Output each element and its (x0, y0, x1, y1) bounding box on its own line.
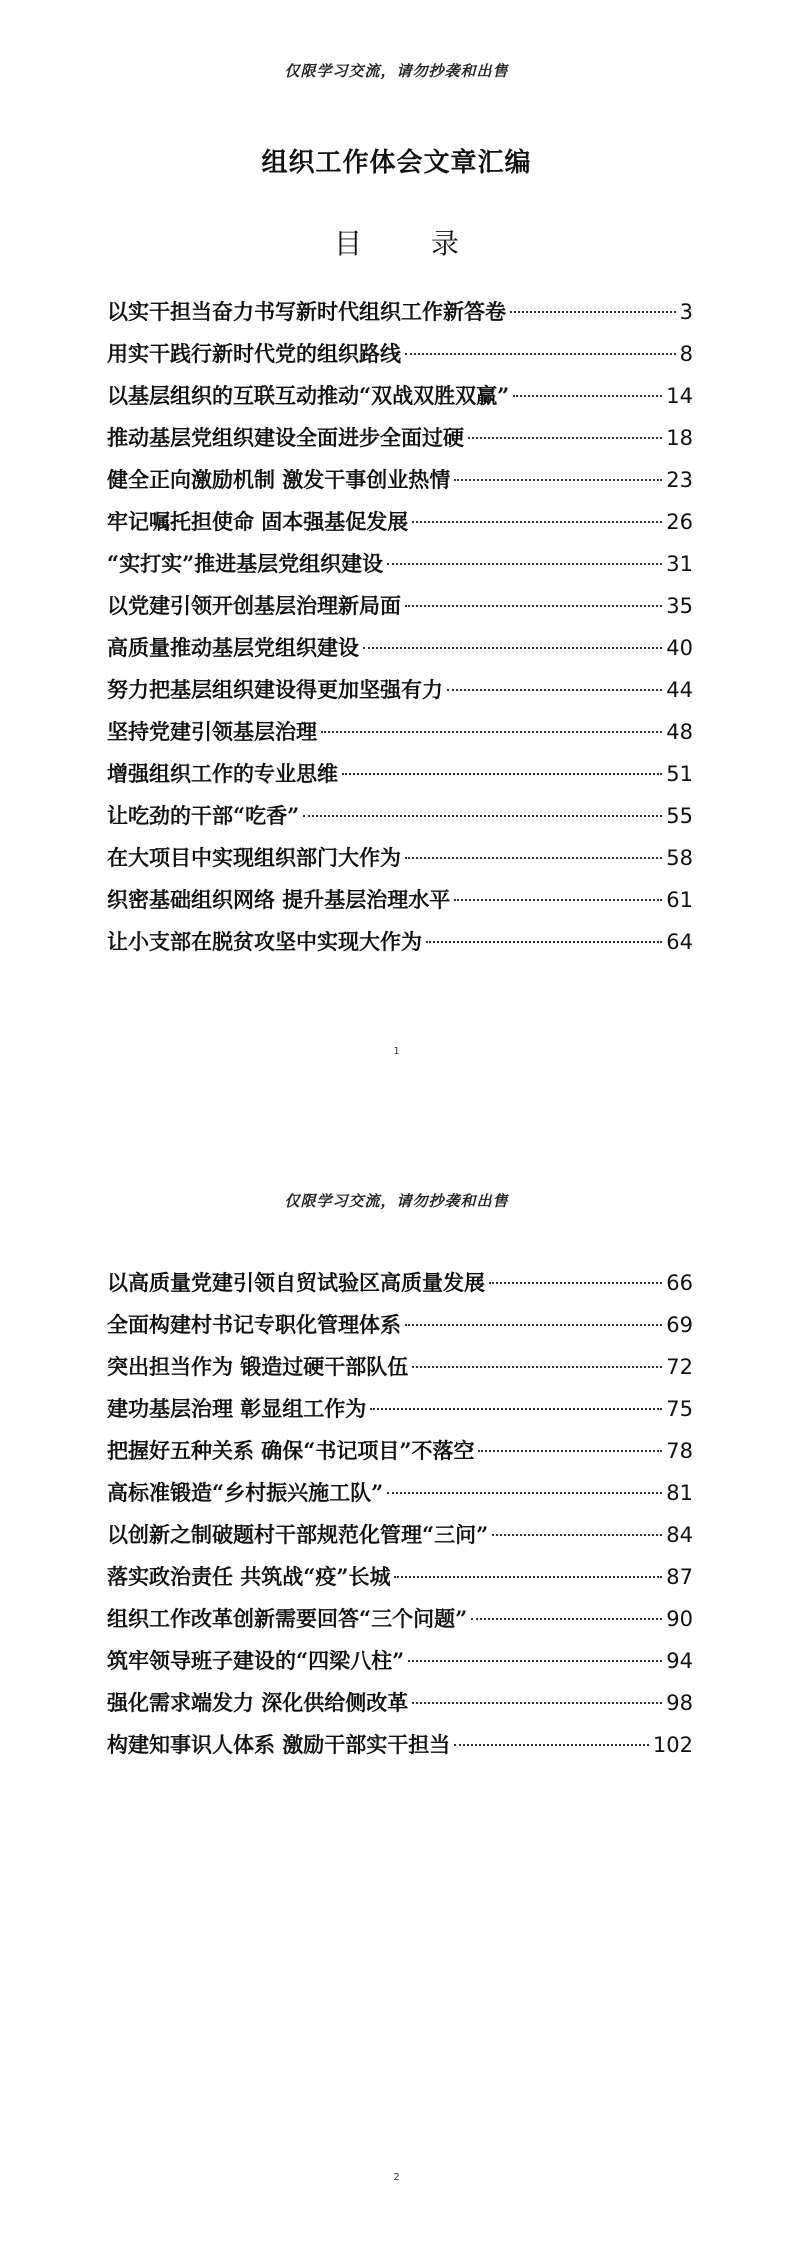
toc-entry-page-number: 8 (679, 342, 693, 366)
page-number: 2 (393, 2172, 400, 2183)
toc-entry-page-number: 44 (666, 678, 693, 702)
dot-leader (394, 1576, 662, 1578)
toc-entry-title: 让小支部在脱贫攻坚中实现大作为 (107, 929, 422, 954)
toc-entry-page-number: 35 (666, 594, 693, 618)
header-notice: 仅限学习交流，请勿抄袭和出售 (284, 62, 509, 80)
dot-leader (342, 773, 662, 775)
toc-entry-title: 把握好五种关系 确保“书记项目”不落空 (107, 1438, 475, 1463)
toc-entry-title: 牢记嘱托担使命 固本强基促发展 (107, 509, 409, 534)
toc-entry-page-number: 31 (666, 552, 693, 576)
toc-entry-page-number: 26 (666, 510, 693, 534)
toc-entry[interactable] (107, 842, 693, 884)
toc-entry-title: 全面构建村书记专职化管理体系 (107, 1312, 401, 1337)
dot-leader (426, 941, 662, 943)
toc-entry-page-number: 75 (666, 1397, 693, 1421)
dot-leader (321, 731, 662, 733)
toc-entry-title: 推动基层党组织建设全面进步全面过硬 (107, 425, 464, 450)
toc-entry[interactable] (107, 1561, 693, 1603)
toc-entry-title: 落实政治责任 共筑战“疫”长城 (107, 1564, 391, 1589)
toc-entry-page-number: 14 (666, 384, 693, 408)
table-of-contents (107, 1267, 693, 1771)
toc-entry-page-number: 18 (666, 426, 693, 450)
toc-entry-page-number: 78 (666, 1439, 693, 1463)
dot-leader (363, 647, 662, 649)
toc-entry[interactable] (107, 506, 693, 548)
dot-leader (454, 899, 662, 901)
toc-entry-page-number: 102 (652, 1733, 693, 1757)
toc-entry[interactable] (107, 422, 693, 464)
toc-entry-title: “实打实”推进基层党组织建设 (107, 551, 384, 576)
toc-entry-title: 让吃劲的干部“吃香” (107, 803, 300, 828)
toc-entry[interactable] (107, 1309, 693, 1351)
toc-entry-page-number: 72 (666, 1355, 693, 1379)
table-of-contents (107, 296, 693, 968)
toc-entry-title: 以基层组织的互联互动推动“双战双胜双赢” (107, 383, 510, 408)
toc-entry-title: 以党建引领开创基层治理新局面 (107, 593, 401, 618)
toc-entry[interactable] (107, 1645, 693, 1687)
dot-leader (454, 479, 662, 481)
toc-entry-page-number: 84 (666, 1523, 693, 1547)
toc-entry[interactable] (107, 380, 693, 422)
toc-entry-title: 努力把基层组织建设得更加坚强有力 (107, 677, 443, 702)
toc-entry-page-number: 81 (666, 1481, 693, 1505)
toc-entry[interactable] (107, 1267, 693, 1309)
toc-entry-page-number: 87 (666, 1565, 693, 1589)
toc-entry-title: 强化需求端发力 深化供给侧改革 (107, 1690, 409, 1715)
toc-entry[interactable] (107, 758, 693, 800)
toc-entry-page-number: 90 (666, 1607, 693, 1631)
toc-entry-title: 用实干践行新时代党的组织路线 (107, 341, 401, 366)
dot-leader (454, 1744, 649, 1746)
dot-leader (478, 1450, 662, 1452)
toc-entry-page-number: 55 (666, 804, 693, 828)
header-notice: 仅限学习交流，请勿抄袭和出售 (284, 1192, 509, 1210)
toc-entry-page-number: 23 (666, 468, 693, 492)
toc-entry-page-number: 94 (666, 1649, 693, 1673)
toc-entry[interactable] (107, 1477, 693, 1519)
dot-leader (412, 1366, 662, 1368)
toc-heading: 目 录 (334, 227, 489, 260)
toc-entry-page-number: 48 (666, 720, 693, 744)
toc-entry-title: 突出担当作为 锻造过硬干部队伍 (107, 1354, 409, 1379)
toc-entry[interactable] (107, 1435, 693, 1477)
dot-leader (468, 437, 662, 439)
dot-leader (408, 1660, 662, 1662)
toc-entry-page-number: 98 (666, 1691, 693, 1715)
toc-entry-title: 健全正向激励机制 激发干事创业热情 (107, 467, 451, 492)
toc-entry[interactable] (107, 884, 693, 926)
toc-entry-title: 增强组织工作的专业思维 (107, 761, 338, 786)
toc-entry[interactable] (107, 1351, 693, 1393)
toc-entry[interactable] (107, 338, 693, 380)
toc-entry-title: 以高质量党建引领自贸试验区高质量发展 (107, 1270, 485, 1295)
toc-entry-page-number: 66 (666, 1271, 693, 1295)
dot-leader (370, 1408, 662, 1410)
toc-entry[interactable] (107, 296, 693, 338)
toc-entry-title: 建功基层治理 彰显组工作为 (107, 1396, 367, 1421)
toc-entry-title: 以创新之制破题村干部规范化管理“三问” (107, 1522, 489, 1547)
dot-leader (405, 353, 676, 355)
dot-leader (387, 1492, 662, 1494)
toc-entry-page-number: 61 (666, 888, 693, 912)
dot-leader (492, 1534, 662, 1536)
toc-entry[interactable] (107, 1729, 693, 1771)
toc-entry-title: 构建知事识人体系 激励干部实干担当 (107, 1732, 451, 1757)
toc-entry[interactable] (107, 590, 693, 632)
dot-leader (387, 563, 662, 565)
toc-entry-page-number: 51 (666, 762, 693, 786)
toc-entry-title: 筑牢领导班子建设的“四梁八柱” (107, 1648, 405, 1673)
dot-leader (412, 521, 662, 523)
toc-entry-title: 坚持党建引领基层治理 (107, 719, 317, 744)
toc-entry-page-number: 40 (666, 636, 693, 660)
toc-entry-page-number: 3 (679, 300, 693, 324)
toc-entry-page-number: 69 (666, 1313, 693, 1337)
toc-entry[interactable] (107, 1519, 693, 1561)
dot-leader (405, 1324, 662, 1326)
toc-entry[interactable] (107, 632, 693, 674)
dot-leader (405, 605, 662, 607)
toc-entry[interactable] (107, 548, 693, 590)
dot-leader (510, 311, 676, 313)
dot-leader (471, 1618, 662, 1620)
toc-entry[interactable] (107, 800, 693, 842)
toc-entry[interactable] (107, 674, 693, 716)
toc-entry-title: 以实干担当奋力书写新时代组织工作新答卷 (107, 299, 506, 324)
toc-entry-title: 高标准锻造“乡村振兴施工队” (107, 1480, 384, 1505)
toc-entry[interactable] (107, 1393, 693, 1435)
toc-entry[interactable] (107, 926, 693, 968)
toc-entry-title: 在大项目中实现组织部门大作为 (107, 845, 401, 870)
dot-leader (489, 1282, 662, 1284)
dot-leader (447, 689, 662, 691)
toc-entry-page-number: 64 (666, 930, 693, 954)
toc-entry[interactable] (107, 464, 693, 506)
toc-entry-title: 高质量推动基层党组织建设 (107, 635, 359, 660)
toc-entry[interactable] (107, 716, 693, 758)
toc-entry-page-number: 58 (666, 846, 693, 870)
toc-entry-title: 织密基础组织网络 提升基层治理水平 (107, 887, 451, 912)
dot-leader (513, 395, 662, 397)
document-title: 组织工作体会文章汇编 (261, 148, 532, 178)
dot-leader (405, 857, 662, 859)
toc-entry[interactable] (107, 1687, 693, 1729)
dot-leader (303, 815, 662, 817)
document-page-2 (0, 1122, 793, 2244)
page-number: 1 (393, 1046, 400, 1057)
dot-leader (412, 1702, 662, 1704)
toc-entry-title: 组织工作改革创新需要回答“三个问题” (107, 1606, 468, 1631)
toc-entry[interactable] (107, 1603, 693, 1645)
